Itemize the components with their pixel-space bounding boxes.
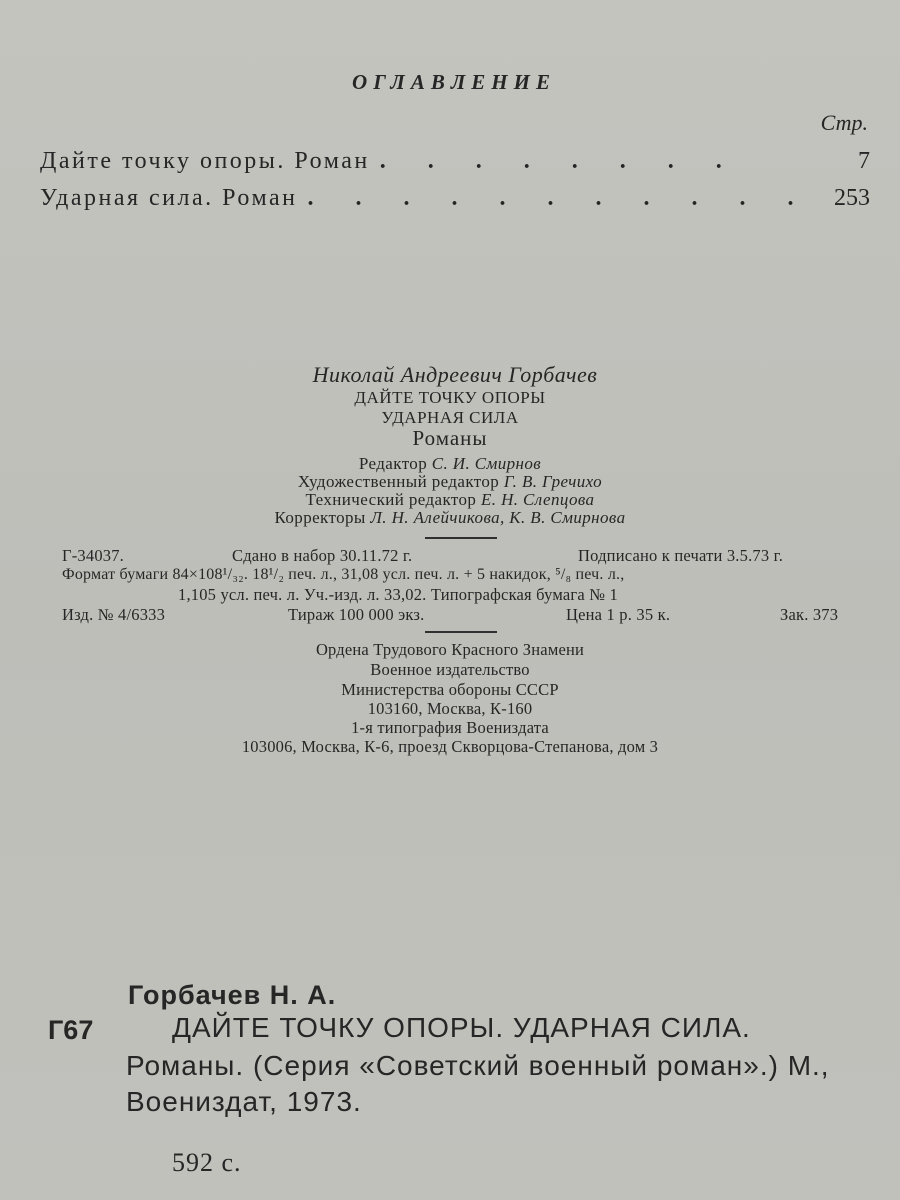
- publisher-line: 103160, Москва, К-160: [367, 699, 533, 718]
- edition-number: Изд. № 4/6333: [62, 605, 166, 624]
- credit-name: Е. Н. Слепцова: [480, 490, 595, 509]
- toc-leader-dots: . . . . . . . .: [379, 148, 740, 174]
- credit-name: С. И. Смирнов: [431, 454, 542, 473]
- credit-editor: [0, 454, 900, 474]
- toc-leader-dots: . . . . . . . . . . .: [307, 185, 812, 211]
- order-code: Г-34037.: [62, 546, 125, 565]
- credit-art-editor: [0, 472, 900, 492]
- toc-entry-title: Дайте точку опоры. Роман: [40, 148, 370, 174]
- publisher-line: 1-я типография Воениздата: [351, 718, 549, 737]
- toc-entry: [40, 148, 870, 175]
- toc-entry-title: Ударная сила. Роман: [40, 185, 298, 211]
- price: Цена 1 р. 35 к.: [566, 605, 671, 624]
- format-line: Формат бумаги 84×108¹/₃₂. 18¹/₂ печ. л., 31,08 усл. печ. л. + 5 накидок, ⁵/₈ печ. л.,: [62, 566, 625, 583]
- toc-entry: [40, 185, 870, 212]
- credit-tech-editor: [0, 490, 900, 510]
- card-page-count: 592 с.: [172, 1148, 242, 1177]
- colophon-title-2: УДАРНАЯ СИЛА: [381, 408, 519, 427]
- submitted-date: Сдано в набор 30.11.72 г.: [232, 546, 413, 565]
- card-classification-code: Г67: [48, 1015, 94, 1045]
- signed-date: Подписано к печати 3.5.73 г.: [578, 546, 784, 565]
- card-imprint-line: Воениздат, 1973.: [126, 1086, 362, 1117]
- publisher-line: 103006, Москва, К-6, проезд Скворцова-Степанова, дом 3: [241, 737, 659, 756]
- card-author: Горбачев Н. А.: [128, 980, 337, 1010]
- colophon-author: Николай Андреевич Горбачев: [312, 362, 598, 387]
- sheets-line: 1,105 усл. печ. л. Уч.-изд. л. 33,02. Типографская бумага № 1: [178, 585, 618, 604]
- contents-heading: ОГЛАВЛЕНИЕ: [352, 70, 556, 94]
- credit-role: Технический редактор: [305, 490, 477, 509]
- divider-rule: [425, 537, 497, 539]
- credit-name: Л. Н. Алейчикова, К. В. Смирнова: [370, 508, 626, 527]
- credit-role: Корректоры: [274, 508, 366, 527]
- print-run: Тираж 100 000 экз.: [288, 605, 425, 624]
- publisher-line: Военное издательство: [370, 660, 530, 679]
- colophon-title-1: ДАЙТЕ ТОЧКУ ОПОРЫ: [354, 388, 546, 407]
- credit-correctors: [0, 508, 900, 528]
- colophon-genre: Романы: [412, 426, 488, 450]
- credit-role: Художественный редактор: [297, 472, 500, 491]
- card-description-line: Романы. (Серия «Советский военный роман».) М.,: [126, 1050, 830, 1081]
- toc-entry-page: 7: [858, 148, 870, 174]
- publisher-line: Ордена Трудового Красного Знамени: [315, 640, 585, 659]
- credit-name: Г. В. Гречихо: [503, 472, 603, 491]
- credit-role: Редактор: [358, 454, 428, 473]
- order-number: Зак. 373: [780, 605, 839, 624]
- page-column-label: Стр.: [820, 110, 868, 135]
- publisher-line: Министерства обороны СССР: [341, 680, 559, 699]
- divider-rule: [425, 631, 497, 633]
- toc-entry-page: 253: [834, 185, 870, 211]
- card-title-line: ДАЙТЕ ТОЧКУ ОПОРЫ. УДАРНАЯ СИЛА.: [172, 1012, 751, 1043]
